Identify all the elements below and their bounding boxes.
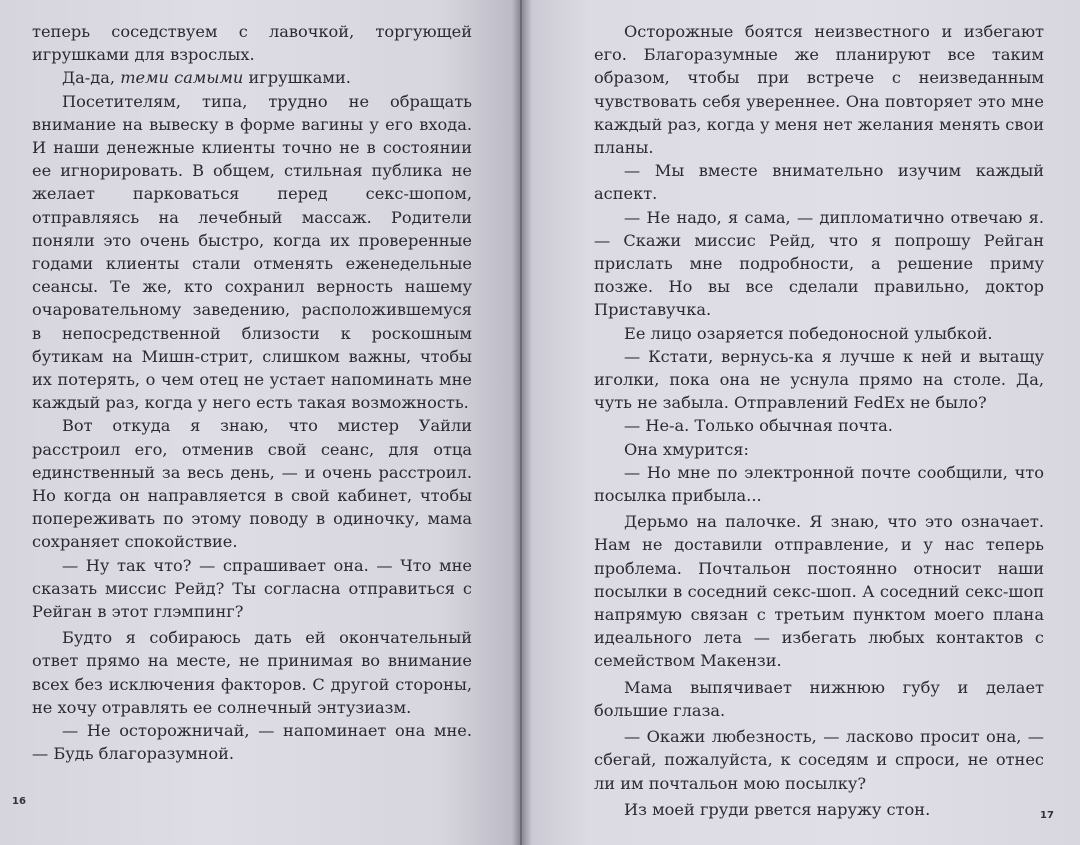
paragraph: Посетителям, типа, трудно не обращать внимание на вывеску в форме вагины у его входа. И наши денежные клиенты точно не в состоянии ее игнорировать. В общем, стильная публика не желает парковаться перед секс-шопом, отправляясь на лечебный массаж. Родители поняли это очень быстро, когда их проверенные годами клиенты стали отменять еженедельные сеансы. Те же, кто сохранил верность нашему очаровательному заведению, расположившемуся в непосредственной близости к роскошным бутикам на Мишн-стрит, слишком важны, чтобы их потерять, о чем отец не устает напоминать мне каждый раз, когда у него есть такая возможность.	[32, 91, 472, 413]
paragraph: Дерьмо на палочке. Я знаю, что это означает. Нам не доставили отправление, и у нас теперь проблема. Почтальон постоянно относит наши посылки в соседний секс-шоп. А соседний секс-шоп напрямую связан с третьим пунктом моего плана идеального лета — избегать любых контактов с семейством Макензи.	[594, 512, 1044, 671]
paragraph: — Не осторожничай, — напоминает она мне. — Будь благоразумной.	[32, 721, 472, 764]
left-page	[0, 0, 520, 845]
book-gutter	[512, 0, 532, 845]
paragraph: — Не-а. Только обычная почта.	[624, 416, 893, 436]
paragraph: Осторожные боятся неизвестного и избегают его. Благоразумные же планируют все таким образом, чтобы при встрече с неизведанным чувствовать себя увереннее. Она повторяет это мне каждый раз, когда у меня нет желания менять свои планы.	[594, 22, 1044, 158]
paragraph: — Но мне по электронной почте сообщили, что посылка прибыла...	[594, 462, 1044, 506]
emphasis: теми самыми	[120, 68, 244, 88]
paragraph: — Не надо, я сама, — дипломатично отвечаю я. — Скажи миссис Рейд, что я попрошу Рейган прислать мне подробности, а решение приму позже. Но вы все сделали правильно, доктор Приставучка.	[594, 207, 1044, 320]
paragraph: — Окажи любезность, — ласково просит она, — сбегай, пожалуйста, к соседям и спроси, не отнес ли им почтальон мою посылку?	[594, 727, 1044, 793]
right-page-text	[594, 20, 1044, 821]
paragraph: Ее лицо озаряется победоносной улыбкой.	[624, 323, 993, 343]
paragraph: — Ну так что? — спрашивает она. — Что мне сказать миссис Рейд? Ты согласна отправиться с Рейган в этот глэмпинг?	[32, 555, 472, 622]
page-number: 16	[12, 796, 26, 807]
paragraph: Будто я собираюсь дать ей окончательный ответ прямо на месте, не принимая во внимание всех без исключения факторов. С другой стороны, не хочу отравлять ее солнечный энтузиазм.	[32, 628, 472, 717]
paragraph: — Кстати, вернусь-ка я лучше к ней и вытащу иголки, пока она не уснула прямо на столе. Да, чуть не забыла. Отправлений FedEx не было?	[594, 346, 1044, 413]
paragraph: Вот откуда я знаю, что мистер Уайли расстроил его, отменив свой сеанс, для отца единственный за весь день, — и очень расстроил. Но когда он направляется в свой кабинет, чтобы попереживать по этому поводу в одиночку, мама сохраняет спокойствие.	[32, 416, 472, 552]
left-page-text	[32, 20, 472, 766]
paragraph: — Мы вместе внимательно изучим каждый аспект.	[594, 161, 1044, 204]
right-page	[522, 0, 1080, 845]
paragraph: Она хмурится:	[624, 439, 749, 459]
paragraph: теперь соседствуем с лавочкой, торгующей игрушками для взрослых.	[32, 22, 472, 65]
paragraph: Да-да, теми самыми игрушками.	[62, 68, 351, 88]
page-number: 17	[1040, 810, 1054, 821]
paragraph: Мама выпячивает нижнюю губу и делает большие глаза.	[594, 677, 1044, 720]
paragraph: Из моей груди рвется наружу стон.	[624, 799, 931, 819]
